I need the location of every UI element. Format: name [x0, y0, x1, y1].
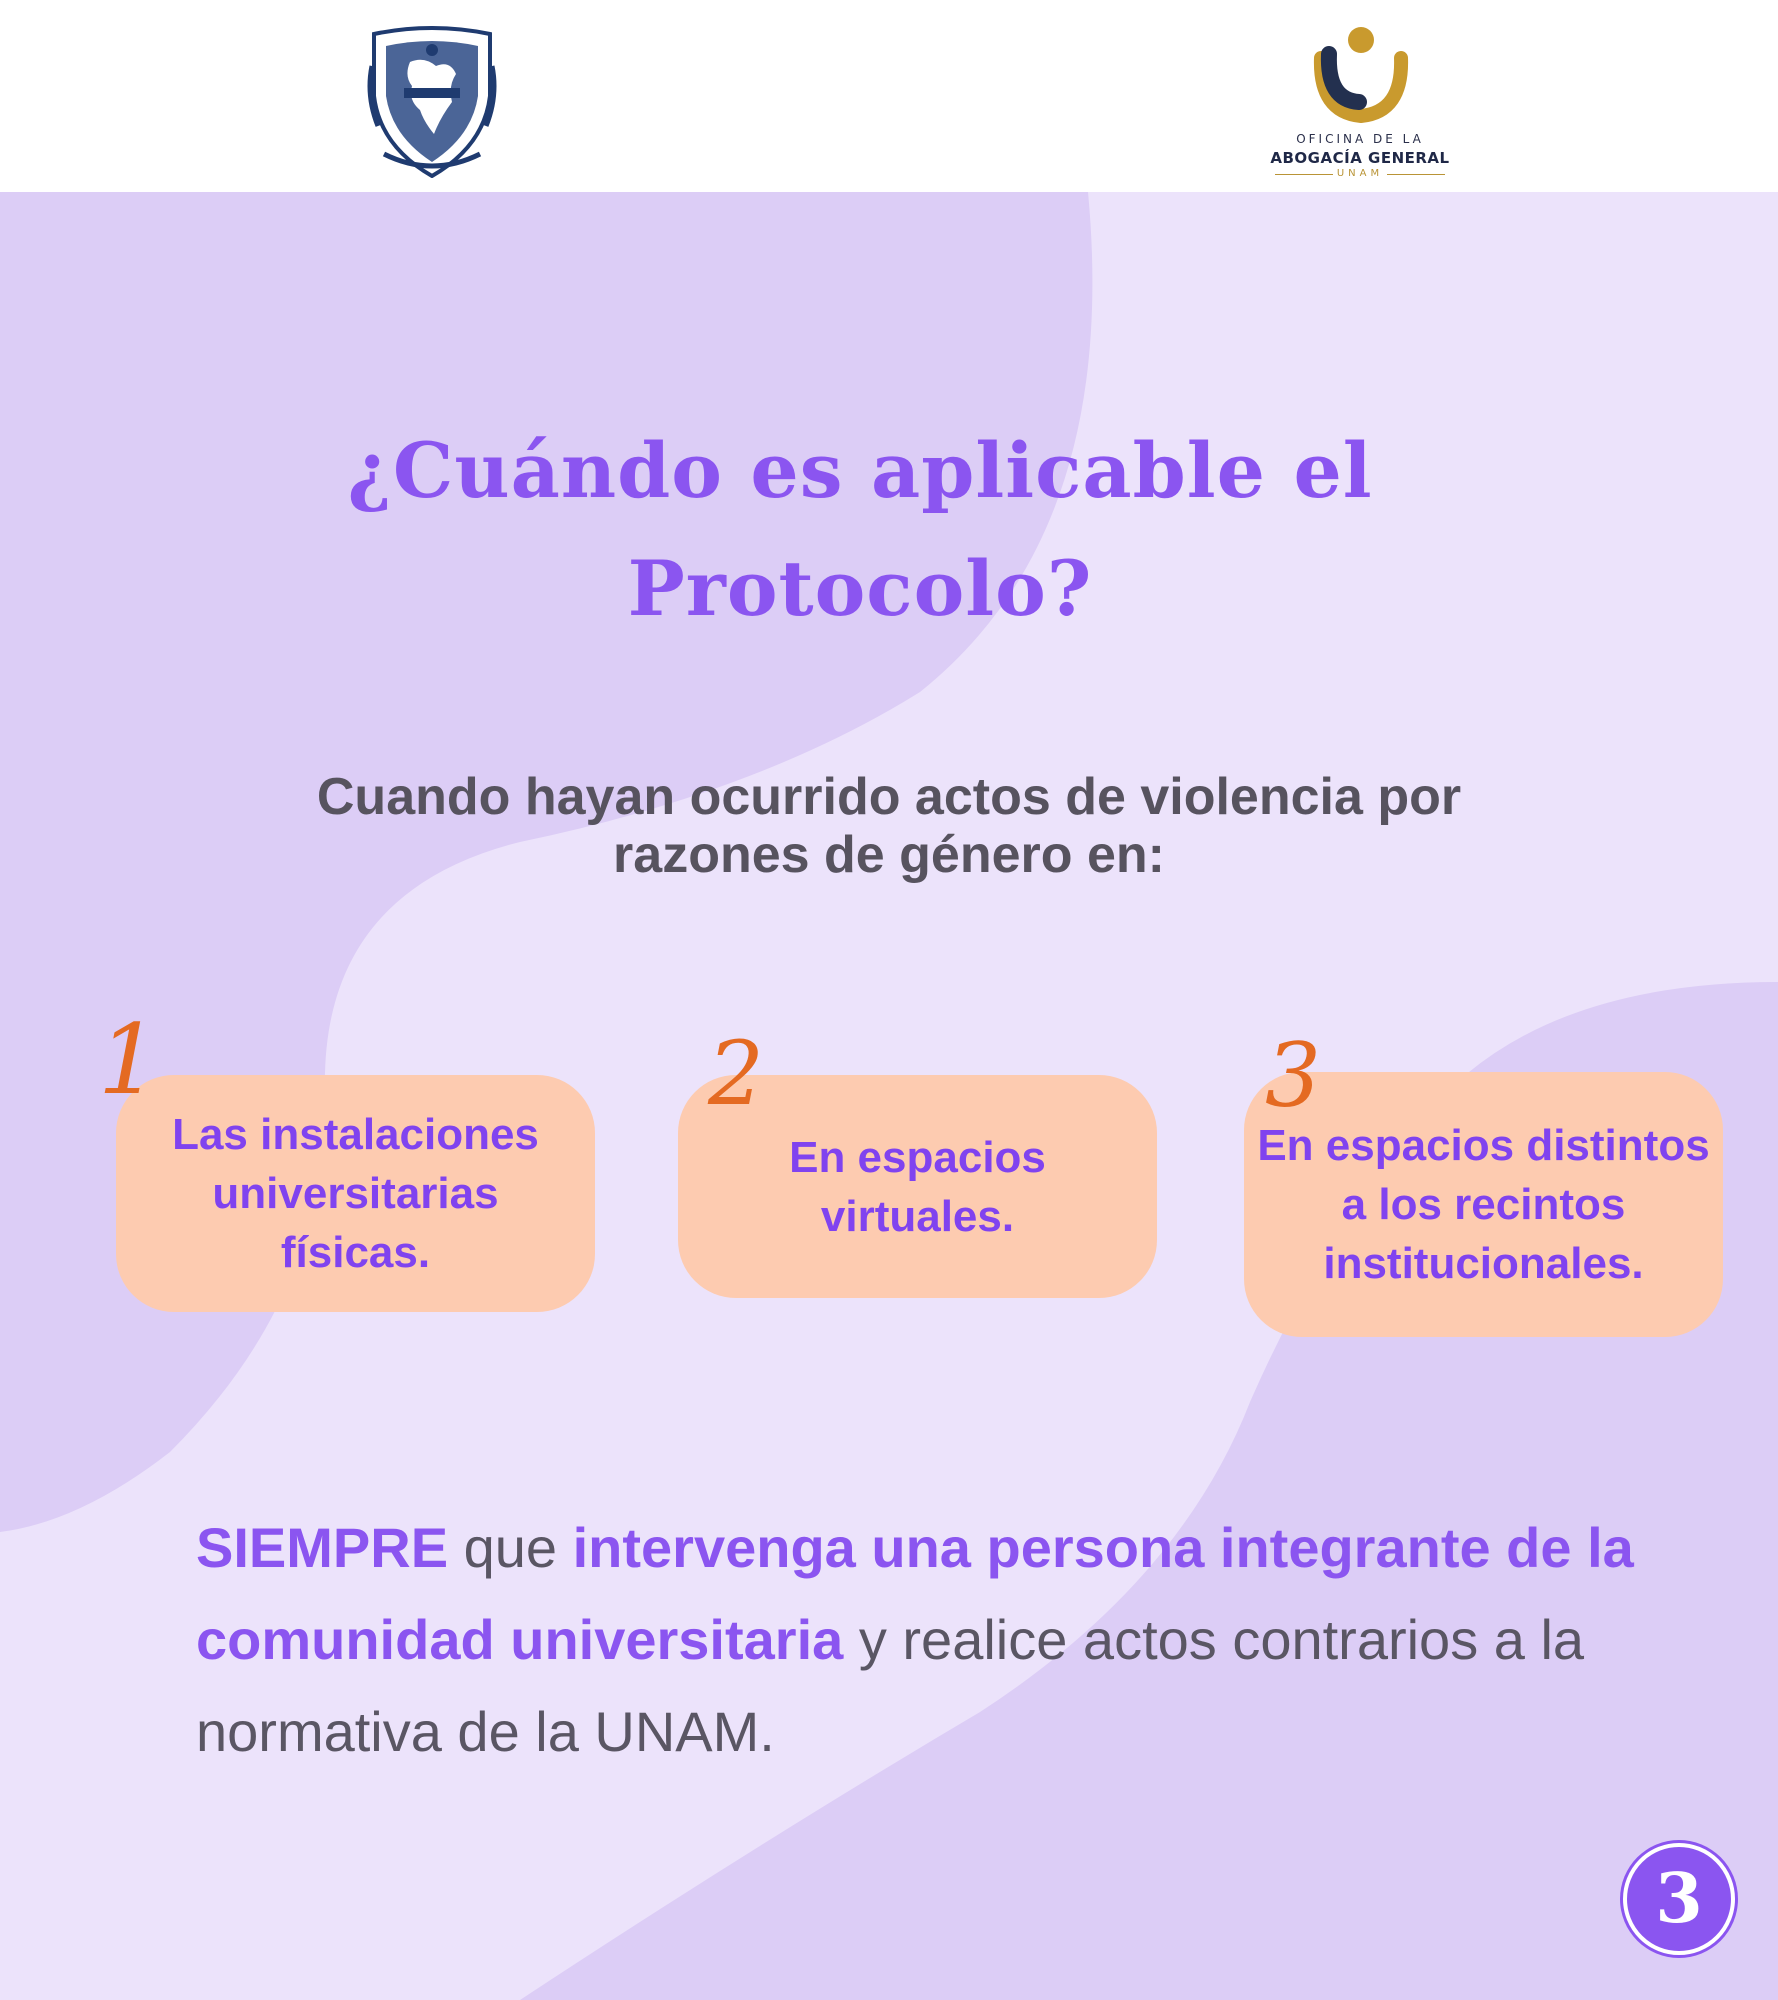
title-line: ¿Cuándo es aplicable el [347, 426, 1373, 515]
intro-line: Cuando hayan ocurrido actos de violencia por [316, 768, 1462, 826]
case-card-text: Las instalaciones universitarias físicas. [172, 1110, 539, 1277]
logo-text-abogacia: ABOGACÍA GENERAL [1270, 149, 1450, 167]
case-number-2: 2 [708, 1022, 764, 1125]
logo-divider [1387, 174, 1445, 175]
page-number-badge: 3 [1623, 1843, 1735, 1955]
siempre-highlight: SIEMPRE [196, 1516, 449, 1579]
case-card-text: En espacios distintos a los recintos institucionales. [1257, 1121, 1710, 1288]
title-line: Protocolo? [627, 544, 1093, 633]
intro-line: razones de género en: [613, 826, 1165, 884]
intro-text [200, 768, 1578, 884]
logo-text-oficina: OFICINA DE LA [1296, 132, 1424, 146]
abogacia-general-logo [1255, 24, 1465, 184]
case-number-1: 1 [98, 1004, 160, 1116]
case-card-1 [116, 1075, 595, 1312]
logo-text-unam: UNAM [1336, 168, 1384, 179]
statement-text: y realice actos contrarios a la normativa de la UNAM. [196, 1608, 1585, 1763]
case-number-3: 3 [1265, 1024, 1321, 1127]
bottom-statement [196, 1502, 1646, 1778]
statement-text: que [448, 1516, 573, 1579]
page-title [200, 412, 1520, 648]
community-highlight: intervenga una persona integrante de la comunidad universitaria [196, 1516, 1634, 1671]
main-content [0, 192, 1778, 2000]
header [0, 0, 1778, 192]
case-card-text: En espacios virtuales. [789, 1132, 1046, 1241]
unam-logo [364, 26, 500, 178]
